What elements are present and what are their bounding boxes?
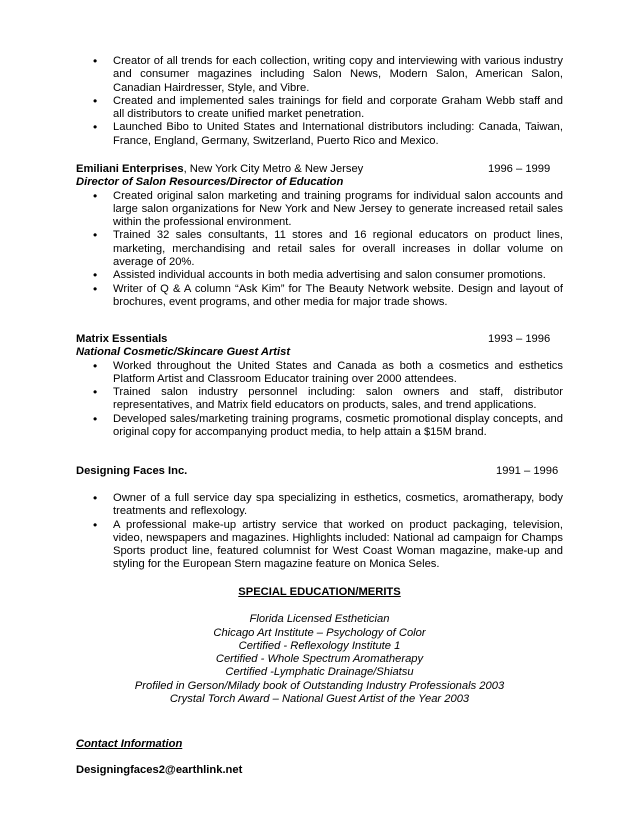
list-item: • Launched Bibo to United States and International distributors including: Canada, Taiwan, France, England, Germany, Switzerland, Puerto Rico and Mexico. [76, 121, 563, 148]
list-item: • Trained 32 sales consultants, 11 stores and 16 regional educators on product lines, marketing, merchandising and retail sales for overall increases in dollar volume on average of 20%. [76, 229, 563, 269]
job-header [76, 465, 563, 478]
company-name: Designing Faces Inc. [76, 465, 188, 477]
job-bullets [76, 492, 563, 572]
company-location: , New York City Metro & New Jersey [183, 163, 364, 175]
education-line: Florida Licensed Esthetician [249, 613, 390, 626]
list-item: • Developed sales/marketing training programs, cosmetic promotional display concepts, and original copy for accompanying product media, to help attain a $15M brand. [76, 413, 563, 440]
job-designing-faces [76, 465, 563, 478]
previous-job-bullets [76, 55, 563, 148]
company-name: Emiliani Enterprises [76, 163, 184, 175]
list-item: • Creator of all trends for each collection, writing copy and interviewing with various industry and consumer magazines including Salon News, Modern Salon, American Salon, Canadian Hairdresser, Style, and Vibre. [76, 55, 563, 95]
education-line: Chicago Art Institute – Psychology of Color [213, 626, 426, 639]
list-item: • Created and implemented sales trainings for field and corporate Graham Webb staff and all distributors to create unified market penetration. [76, 95, 563, 122]
previous-job-section [76, 55, 563, 148]
list-item: • Writer of Q & A column “Ask Kim” for The Beauty Network website. Design and layout of brochures, event programs, and other media for major trade shows. [76, 283, 563, 310]
job-dates: 1991 – 1996 [496, 465, 559, 477]
job-title: Director of Salon Resources/Director of Education [76, 176, 344, 189]
job-bullets [76, 360, 563, 440]
education-line: Crystal Torch Award – National Guest Artist of the Year 2003 [169, 693, 470, 706]
education-line: Certified -Lymphatic Drainage/Shiatsu [225, 666, 414, 679]
list-item: • Owner of a full service day spa specializing in esthetics, cosmetics, aromatherapy, body treatments and reflexology. [76, 492, 563, 519]
list-item: • Worked throughout the United States and Canada as both a cosmetics and esthetics Platform Artist and Classroom Educator training over 2000 attendees. [76, 360, 563, 387]
education-line: Certified - Reflexology Institute 1 [238, 639, 401, 652]
contact-email: Designingfaces2@earthlink.net [76, 764, 243, 776]
job-title: National Cosmetic/Skincare Guest Artist [76, 346, 291, 359]
job-dates: 1996 – 1999 [488, 163, 551, 175]
education-section [76, 586, 563, 706]
job-header [76, 163, 563, 176]
job-emiliani [76, 163, 563, 309]
job-designing-faces-details [76, 492, 563, 572]
job-dates: 1993 – 1996 [488, 333, 551, 345]
list-item: • Created original salon marketing and training programs for individual salon accounts and large salon organizations for New York and New Jersey to generate increased retail sales within the professional environment. [76, 190, 563, 230]
job-bullets [76, 190, 563, 310]
job-header [76, 333, 563, 346]
education-heading: SPECIAL EDUCATION/MERITS [238, 586, 401, 598]
contact-heading: Contact Information [76, 738, 183, 750]
job-matrix [76, 333, 563, 439]
education-line: Certified - Whole Spectrum Aromatherapy [215, 653, 424, 666]
education-line: Profiled in Gerson/Milady book of Outstanding Industry Professionals 2003 [134, 679, 505, 692]
list-item: • Assisted individual accounts in both media advertising and salon consumer promotions. [76, 269, 563, 282]
list-item: • A professional make-up artistry service that worked on product packaging, television, video, newspapers and magazines. Highlights included: National ad campaign for Champs Sports product line, featured columnist for West Coast Woman magazine, make-up and styling for the European Stern magazine feature on Monica Seles. [76, 519, 563, 572]
list-item: • Trained salon industry personnel including: salon owners and staff, distributor representatives, and Matrix field educators on products, sales, and trend applications. [76, 386, 563, 413]
company-name: Matrix Essentials [76, 333, 168, 345]
